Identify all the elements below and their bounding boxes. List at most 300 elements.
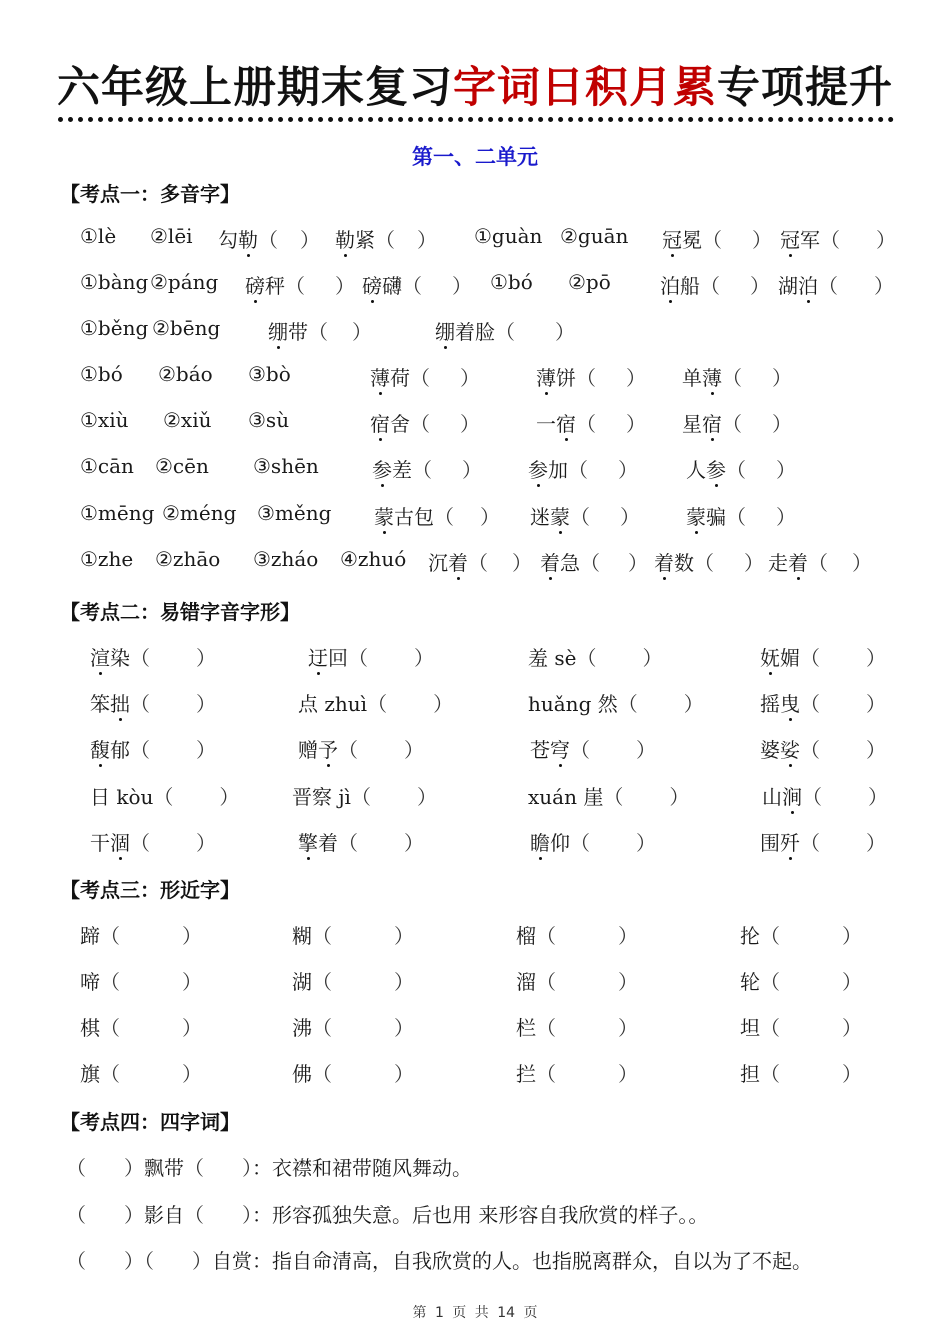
word-with-blank: [540, 551, 648, 575]
answer-blank[interactable]: [760, 1062, 862, 1086]
close-paren: ）: [335, 274, 355, 298]
character: 栏: [516, 1016, 536, 1040]
word-text: 婆: [760, 738, 780, 762]
cell: [292, 1058, 414, 1087]
pinyin-option: ①guàn: [474, 224, 543, 248]
close-paren: ）: [414, 646, 434, 670]
pinyin-option: ①mēng: [80, 501, 155, 525]
answer-blank[interactable]: [338, 831, 424, 855]
word: [528, 785, 603, 809]
polyphone-row: [0, 316, 950, 346]
idiom-definition: ：衣襟和裙带随风舞动。: [252, 1156, 472, 1180]
answer-blank[interactable]: [468, 551, 532, 575]
word: [298, 831, 338, 855]
word-with-blank: [530, 831, 656, 855]
cell: [90, 642, 216, 671]
cell: [530, 734, 656, 763]
open-paren: （: [760, 1016, 780, 1040]
pinyin-option: ④zhuó: [340, 547, 407, 571]
open-paren: （: [580, 551, 600, 575]
word: [335, 228, 375, 252]
answer-blank[interactable]: [802, 785, 888, 809]
word-text: 苍: [530, 738, 550, 762]
cell: [760, 642, 886, 671]
word-with-blank: [298, 831, 424, 855]
answer-blank[interactable]: [100, 1062, 202, 1086]
word-text: 干: [90, 831, 110, 855]
close-paren: ）: [669, 785, 690, 809]
similar-char-row: [0, 1058, 950, 1088]
answer-blank[interactable]: [100, 924, 202, 948]
pinyin-option: ①bó: [490, 270, 533, 294]
open-paren: （: [722, 412, 742, 436]
cell: [80, 547, 133, 571]
char-with-blank: [80, 924, 202, 948]
word-with-blank: [528, 785, 689, 809]
answer-blank[interactable]: [130, 831, 216, 855]
open-paren: （: [410, 412, 430, 436]
word-with-blank: [372, 458, 482, 482]
target-char: 勒: [335, 224, 355, 253]
close-paren: ）: [776, 458, 796, 482]
word-text: 羞 sè: [528, 646, 577, 670]
cell: [80, 1012, 202, 1041]
pinyin-option: ②zhāo: [155, 547, 221, 571]
open-paren: （: [576, 412, 596, 436]
answer-blank[interactable]: [536, 970, 638, 994]
answer-blank[interactable]: [580, 551, 648, 575]
similar-char-row: [0, 1012, 950, 1042]
polyphone-row: [0, 547, 950, 577]
target-char: 参: [528, 454, 548, 483]
word-with-blank: [780, 228, 896, 252]
cell: [150, 224, 193, 248]
close-paren: ）: [452, 274, 472, 298]
polyphone-row: [0, 362, 950, 392]
open-paren: （: [800, 692, 820, 716]
word: [90, 831, 130, 855]
close-paren: ）: [842, 970, 862, 994]
pinyin-option: ②bēng: [152, 316, 221, 340]
cell: [528, 642, 662, 671]
open-paren: （: [570, 831, 590, 855]
word: [90, 738, 130, 762]
answer-blank[interactable]: [312, 1016, 414, 1040]
character: 旗: [80, 1062, 100, 1086]
close-paren: ）: [555, 320, 575, 344]
close-paren: ）: [620, 505, 640, 529]
similar-char-row: [0, 920, 950, 950]
answer-blank[interactable]: [66, 1203, 144, 1227]
close-paren: ）: [866, 646, 886, 670]
pinyin-option: ①cān: [80, 454, 134, 478]
close-paren: ）: [752, 228, 772, 252]
answer-blank[interactable]: [184, 1203, 252, 1227]
char-with-blank: [740, 924, 862, 948]
close-paren: ）: [636, 831, 656, 855]
word-with-blank: [686, 458, 796, 482]
close-paren: ）: [404, 738, 424, 762]
close-paren: ）: [394, 970, 414, 994]
answer-blank[interactable]: [818, 274, 894, 298]
open-paren: （: [375, 228, 395, 252]
pinyin-option: ①lè: [80, 224, 117, 248]
char-with-blank: [292, 970, 414, 994]
close-paren: ）: [124, 1156, 144, 1180]
cell: [362, 270, 472, 299]
answer-blank[interactable]: [184, 1156, 252, 1180]
target-char: 穹: [550, 734, 570, 763]
target-char: 瞻: [530, 827, 550, 856]
open-paren: （: [100, 1016, 120, 1040]
cell: [372, 454, 482, 483]
answer-blank[interactable]: [312, 970, 414, 994]
answer-blank[interactable]: [702, 228, 772, 252]
answer-blank[interactable]: [603, 785, 689, 809]
cell: [516, 1058, 638, 1087]
cell: [370, 408, 480, 437]
answer-blank[interactable]: [130, 646, 216, 670]
idiom-definition: ：形容孤独失意。后也用 来形容自我欣赏的样子。。: [252, 1203, 709, 1227]
cell: [660, 270, 770, 299]
word: [660, 274, 700, 298]
section-heading-similar-chars: 【考点三：形近字】: [60, 878, 240, 902]
section-heading-error-prone: 【考点二：易错字音字形】: [60, 600, 300, 624]
cell: [536, 362, 646, 391]
error-prone-row: [0, 781, 950, 811]
target-char: 泊: [798, 270, 818, 299]
target-char: 蒙: [686, 501, 706, 530]
word-with-blank: [682, 366, 792, 390]
open-paren: （: [536, 1016, 556, 1040]
answer-blank[interactable]: [351, 785, 437, 809]
cell: [490, 270, 533, 294]
char-with-blank: [740, 1016, 862, 1040]
open-paren: （: [258, 228, 278, 252]
open-paren: （: [312, 970, 332, 994]
open-paren: （: [312, 1062, 332, 1086]
open-paren: （: [694, 551, 714, 575]
cell: [90, 734, 216, 763]
answer-blank[interactable]: [130, 692, 216, 716]
close-paren: ）: [772, 366, 792, 390]
target-char: 迂: [308, 642, 328, 671]
polyphone-row: [0, 501, 950, 531]
word-with-blank: [90, 738, 216, 762]
open-paren: （: [800, 831, 820, 855]
pinyin-option: ③bò: [248, 362, 291, 386]
cell: [80, 1058, 202, 1087]
character: 轮: [740, 970, 760, 994]
cell: [298, 688, 453, 717]
cell: [516, 966, 638, 995]
answer-blank[interactable]: [570, 738, 656, 762]
answer-blank[interactable]: [258, 228, 320, 252]
cell: [528, 688, 704, 717]
open-paren: （: [350, 785, 371, 809]
answer-blank[interactable]: [410, 412, 480, 436]
cell: [90, 827, 216, 856]
word-with-blank: [760, 646, 886, 670]
close-paren: ）: [772, 412, 792, 436]
answer-blank[interactable]: [153, 785, 239, 809]
open-paren: （: [760, 970, 780, 994]
word: [760, 692, 800, 716]
cell: [298, 827, 424, 856]
word-text: 染: [110, 646, 130, 670]
answer-blank[interactable]: [800, 831, 886, 855]
target-char: 擎: [298, 827, 318, 856]
cell: [155, 454, 209, 478]
close-paren: ）: [404, 831, 424, 855]
word: [682, 412, 722, 436]
answer-blank[interactable]: [760, 970, 862, 994]
answer-blank[interactable]: [66, 1156, 144, 1180]
answer-blank[interactable]: [726, 458, 796, 482]
cell: [248, 408, 289, 432]
open-paren: （: [130, 738, 150, 762]
answer-blank[interactable]: [536, 1016, 638, 1040]
pinyin-option: ③shēn: [253, 454, 319, 478]
cell: [740, 920, 862, 949]
word: [298, 692, 367, 716]
word: [428, 551, 468, 575]
close-paren: ）: [219, 785, 240, 809]
target-char: 宿: [370, 408, 390, 437]
close-paren: ）: [866, 692, 886, 716]
open-paren: （: [700, 274, 720, 298]
answer-blank[interactable]: [618, 692, 704, 716]
answer-blank[interactable]: [144, 1249, 212, 1273]
answer-blank[interactable]: [66, 1249, 144, 1273]
cell: [568, 270, 611, 294]
word-with-blank: [90, 646, 216, 670]
answer-blank[interactable]: [130, 738, 216, 762]
word-text: 摇: [760, 692, 780, 716]
target-char: 蒙: [550, 501, 570, 530]
cell: [298, 734, 424, 763]
pinyin-option: ②lēi: [150, 224, 193, 248]
idiom-text: 飘带: [144, 1156, 184, 1180]
polyphone-row: [0, 454, 950, 484]
character: 啼: [80, 970, 100, 994]
answer-blank[interactable]: [402, 274, 472, 298]
word-with-blank: [528, 692, 704, 716]
cell: [158, 362, 213, 386]
cell: [80, 920, 202, 949]
open-paren: （: [338, 738, 358, 762]
word-with-blank: [760, 738, 886, 762]
cell: [292, 920, 414, 949]
open-paren: （: [130, 692, 150, 716]
cell: [90, 781, 239, 810]
word-with-blank: [268, 320, 372, 344]
answer-blank[interactable]: [312, 924, 414, 948]
cell: [778, 270, 894, 299]
polyphone-row: [0, 270, 950, 300]
answer-blank[interactable]: [726, 505, 796, 529]
character: 抡: [740, 924, 760, 948]
answer-blank[interactable]: [285, 274, 355, 298]
cell: [370, 362, 480, 391]
target-char: 着: [448, 547, 468, 576]
title-accent: 字词日积月累: [453, 63, 717, 113]
word-text: 急: [560, 551, 580, 575]
cell: [780, 224, 896, 253]
cell: [516, 1012, 638, 1041]
word-text: 赠: [298, 738, 318, 762]
close-paren: ）: [842, 1016, 862, 1040]
cell: [80, 316, 148, 340]
word-text: 紧: [355, 228, 375, 252]
word: [760, 831, 800, 855]
open-paren: （: [348, 646, 368, 670]
word-with-blank: [335, 228, 437, 252]
open-paren: （: [367, 692, 388, 716]
answer-blank[interactable]: [410, 366, 480, 390]
word-text: xuán 崖: [528, 785, 604, 809]
answer-blank[interactable]: [338, 738, 424, 762]
word-text: 舍: [390, 412, 410, 436]
cell: [80, 270, 148, 294]
open-paren: （: [153, 785, 174, 809]
character: 佛: [292, 1062, 312, 1086]
answer-blank[interactable]: [700, 274, 770, 298]
word: [90, 646, 130, 670]
open-paren: （: [726, 458, 746, 482]
pinyin-option: ②cēn: [155, 454, 209, 478]
target-char: 予: [318, 734, 338, 763]
answer-blank[interactable]: [800, 692, 886, 716]
open-paren: （: [66, 1156, 86, 1180]
cell: [428, 547, 532, 576]
answer-blank[interactable]: [308, 320, 372, 344]
answer-blank[interactable]: [760, 924, 862, 948]
word: [298, 738, 338, 762]
cell: [740, 1058, 862, 1087]
open-paren: （: [808, 551, 828, 575]
target-char: 妩: [760, 642, 780, 671]
answer-blank[interactable]: [576, 366, 646, 390]
answer-blank[interactable]: [570, 505, 640, 529]
cell: [530, 827, 656, 856]
open-paren: （: [722, 366, 742, 390]
open-paren: （: [308, 320, 328, 344]
word-with-blank: [686, 505, 796, 529]
error-prone-row: [0, 642, 950, 672]
char-with-blank: [516, 924, 638, 948]
answer-blank[interactable]: [808, 551, 872, 575]
answer-blank[interactable]: [694, 551, 764, 575]
target-char: 馥: [90, 734, 110, 763]
answer-blank[interactable]: [568, 458, 638, 482]
answer-blank[interactable]: [348, 646, 434, 670]
word: [686, 505, 726, 529]
target-char: 渲: [90, 642, 110, 671]
word-with-blank: [528, 458, 638, 482]
answer-blank[interactable]: [375, 228, 437, 252]
word-with-blank: [90, 831, 216, 855]
answer-blank[interactable]: [495, 320, 575, 344]
word-text: huǎng 然: [528, 692, 618, 716]
answer-blank[interactable]: [800, 738, 886, 762]
word: [218, 228, 258, 252]
char-with-blank: [516, 970, 638, 994]
word-with-blank: [308, 646, 434, 670]
word: [292, 785, 351, 809]
open-paren: （: [434, 505, 454, 529]
word-text: 走: [768, 551, 788, 575]
answer-blank[interactable]: [800, 646, 886, 670]
answer-blank[interactable]: [820, 228, 896, 252]
answer-blank[interactable]: [576, 412, 646, 436]
target-char: 参: [372, 454, 392, 483]
open-paren: （: [66, 1249, 86, 1273]
answer-blank[interactable]: [722, 412, 792, 436]
answer-blank[interactable]: [367, 692, 453, 716]
cell: [292, 966, 414, 995]
answer-blank[interactable]: [536, 924, 638, 948]
close-paren: ）: [626, 412, 646, 436]
polyphone-row: [0, 224, 950, 254]
word-text: 山: [762, 785, 782, 809]
answer-blank[interactable]: [536, 1062, 638, 1086]
dotted-divider: [58, 117, 894, 122]
close-paren: ）: [642, 646, 663, 670]
close-paren: ）: [196, 831, 216, 855]
target-char: 曳: [780, 688, 800, 717]
cell: [257, 501, 331, 525]
word-text: 着: [318, 831, 338, 855]
cell: [80, 966, 202, 995]
open-paren: （: [603, 785, 624, 809]
target-char: 宿: [702, 408, 722, 437]
cell: [253, 547, 318, 571]
character: 榴: [516, 924, 536, 948]
word-text: 骗: [706, 505, 726, 529]
word-with-blank: [528, 646, 662, 670]
cell: [540, 547, 648, 576]
word-with-blank: [90, 692, 216, 716]
answer-blank[interactable]: [312, 1062, 414, 1086]
answer-blank[interactable]: [412, 458, 482, 482]
answer-blank[interactable]: [100, 970, 202, 994]
cell: [760, 734, 886, 763]
character: 蹄: [80, 924, 100, 948]
polyphone-row: [0, 408, 950, 438]
char-with-blank: [516, 1062, 638, 1086]
word-text: 人: [686, 458, 706, 482]
answer-blank[interactable]: [722, 366, 792, 390]
word-text: 饼: [556, 366, 576, 390]
word: [530, 738, 570, 762]
target-char: 冠: [662, 224, 682, 253]
cell: [686, 501, 796, 530]
cell: [740, 966, 862, 995]
cell: [340, 547, 406, 571]
close-paren: ）: [433, 692, 454, 716]
answer-blank[interactable]: [434, 505, 500, 529]
word-with-blank: [536, 412, 646, 436]
answer-blank[interactable]: [100, 1016, 202, 1040]
answer-blank[interactable]: [570, 831, 656, 855]
pinyin-option: ②méng: [162, 501, 237, 525]
answer-blank[interactable]: [576, 646, 662, 670]
answer-blank[interactable]: [760, 1016, 862, 1040]
close-paren: ）: [196, 692, 216, 716]
word: [362, 274, 402, 298]
cell: [682, 408, 792, 437]
